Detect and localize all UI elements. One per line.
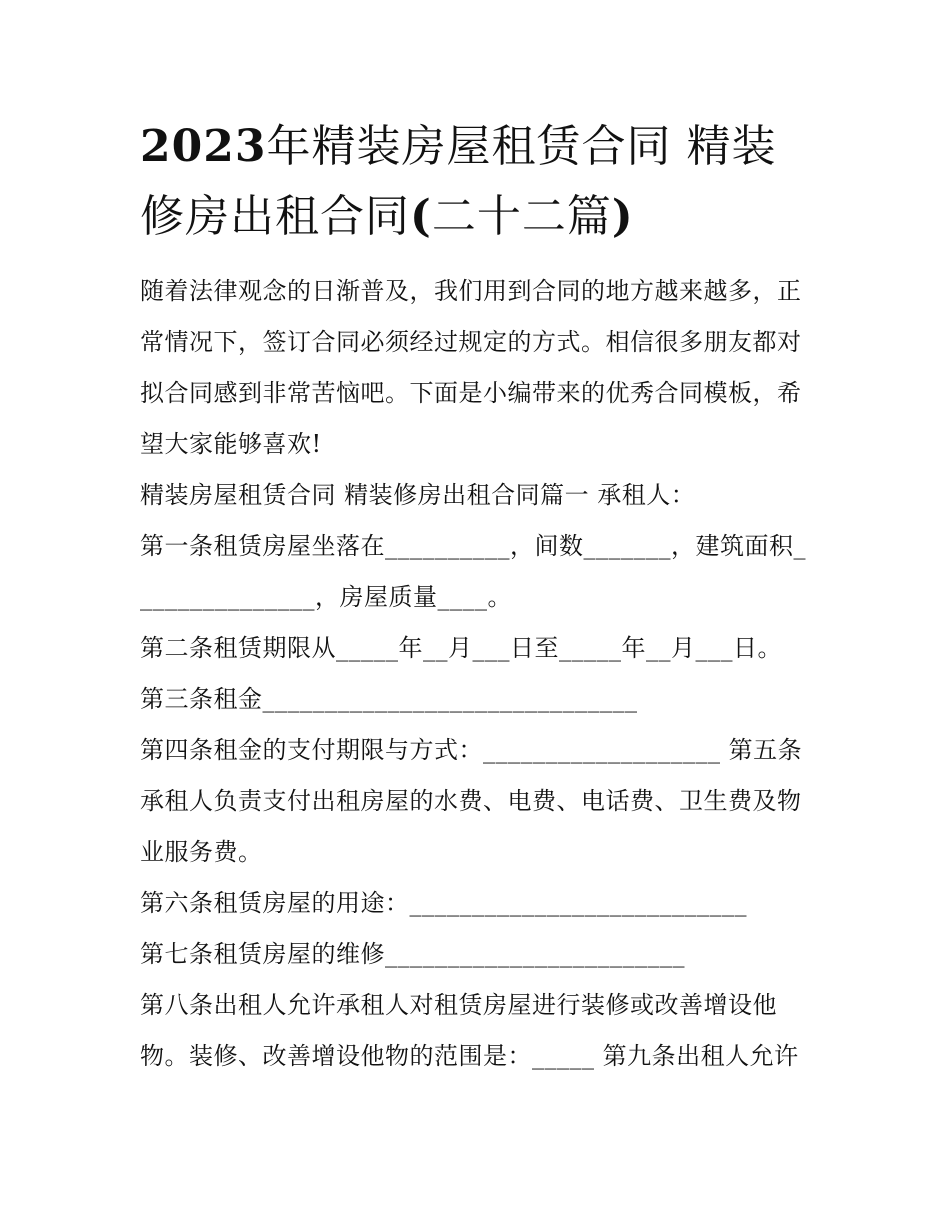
document-title <box>140 112 815 252</box>
document-body <box>140 266 815 1082</box>
title-paren-open: ( <box>410 191 432 242</box>
title-count: 二十二篇 <box>431 191 612 242</box>
section-heading: 精装房屋租赁合同 精装修房出租合同篇一 承租人： <box>140 481 696 509</box>
title-paren-close: ) <box>611 191 634 242</box>
clause-6: 第六条租赁房屋的用途：___________________________ <box>140 889 747 917</box>
clause-8-9: 第八条出租人允许承租人对租赁房屋进行装修或改善增设他物。装修、改善增设他物的范围是：_____ 第九条出租人允许 <box>140 991 799 1070</box>
title-main: 年精装房屋租赁合同 精装修房出租合同 <box>140 121 777 242</box>
title-year: 2023 <box>140 121 267 172</box>
clause-2: 第二条租赁期限从_____年__月___日至_____年__月___日。 <box>140 634 782 662</box>
clause-3: 第三条租金______________________________ <box>140 685 638 713</box>
clause-4-5: 第四条租金的支付期限与方式：___________________ 第五条承租人负责支付出租房屋的水费、电费、电话费、卫生费及物业服务费。 <box>140 736 803 866</box>
intro-paragraph: 随着法律观念的日渐普及，我们用到合同的地方越来越多，正常情况下，签订合同必须经过规定的方式。相信很多朋友都对拟合同感到非常苦恼吧。下面是小编带来的优秀合同模板，希望大家能够喜欢! <box>140 277 802 458</box>
clause-7: 第七条租赁房屋的维修________________________ <box>140 940 685 968</box>
clause-1: 第一条租赁房屋坐落在__________，间数_______，建筑面积_______________，房屋质量____。 <box>140 532 806 611</box>
document-page <box>140 112 815 1082</box>
